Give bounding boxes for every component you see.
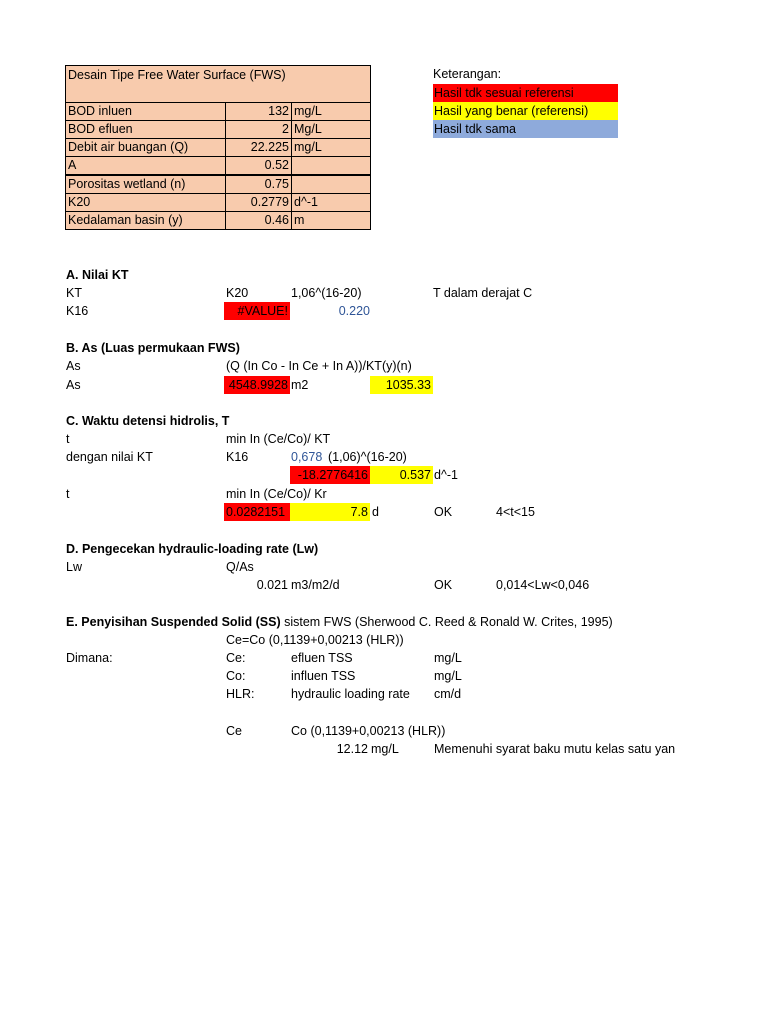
def-symbol-co[interactable]: Co: xyxy=(226,669,246,683)
section-e-heading xyxy=(66,613,613,631)
cell-kt-result[interactable] xyxy=(290,466,370,484)
section-d-heading: D. Pengecekan hydraulic-loading rate (Lw) xyxy=(66,542,319,556)
design-row-label: Kedalaman basin (y) xyxy=(66,212,226,229)
section-e-heading-bold: E. Penyisihan Suspended Solid (SS) xyxy=(66,615,281,629)
design-row-unit: mg/L xyxy=(294,140,322,154)
cell-c2-value[interactable]: 0,678 xyxy=(291,450,323,464)
def-symbol-hlr[interactable]: HLR: xyxy=(226,687,255,701)
design-row-unit xyxy=(292,176,370,193)
cell-lw-ok[interactable]: OK xyxy=(434,578,453,592)
cell-kt-unit[interactable]: d^-1 xyxy=(434,468,458,482)
cell-kt-reference[interactable] xyxy=(370,466,433,484)
def-unit-co[interactable]: mg/L xyxy=(434,669,462,683)
design-row-unit: Mg/L xyxy=(294,122,322,136)
section-a-heading: A. Nilai KT xyxy=(66,268,129,282)
cell-k16-error[interactable] xyxy=(224,302,290,320)
cell-t-reference[interactable] xyxy=(290,503,370,521)
cell-a1-note[interactable]: T dalam derajat C xyxy=(433,286,533,300)
cell-e-formula[interactable]: Ce=Co (0,1139+0,00213 (HLR)) xyxy=(226,633,404,647)
cell-t-ok[interactable]: OK xyxy=(434,505,453,519)
error-value: #VALUE! xyxy=(237,304,288,318)
design-row-unit: m xyxy=(294,213,305,227)
design-row-label: A xyxy=(66,157,226,174)
cell-c1-formula[interactable]: min In (Ce/Co)/ KT xyxy=(226,432,331,446)
design-row-label: BOD efluen xyxy=(66,121,226,138)
design-title: Desain Tipe Free Water Surface (FWS) xyxy=(68,68,286,82)
cell-c1[interactable]: t xyxy=(66,432,70,446)
design-row[interactable] xyxy=(65,138,371,157)
design-row-value: 22.225 xyxy=(226,139,292,156)
design-row-label: Porositas wetland (n) xyxy=(66,176,226,193)
cell-lw-value[interactable]: 0.021 xyxy=(256,578,288,592)
t-value: 0.0282151 xyxy=(226,505,286,519)
legend-item-label: Hasil tdk sama xyxy=(434,122,516,136)
design-row-label: Debit air buangan (Q) xyxy=(66,139,226,156)
as-value: 4548.9928 xyxy=(228,378,288,392)
cell-b1-formula[interactable]: (Q (In Co - In Ce + In A))/KT(y)(n) xyxy=(226,359,412,373)
t-reference-value: 7.8 xyxy=(350,505,368,519)
def-desc-hlr[interactable]: hydraulic loading rate xyxy=(291,687,410,701)
def-unit-ce[interactable]: mg/L xyxy=(434,651,462,665)
cell-as-unit[interactable]: m2 xyxy=(291,378,309,392)
cell-c2-k16[interactable]: K16 xyxy=(226,450,249,464)
cell-e-ce-formula[interactable]: Co (0,1139+0,00213 (HLR)) xyxy=(291,724,446,738)
cell-lw-range[interactable]: 0,014<Lw<0,046 xyxy=(496,578,590,592)
design-row-label: K20 xyxy=(66,194,226,211)
cell-a1-k20[interactable]: K20 xyxy=(226,286,249,300)
cell-c2[interactable]: dengan nilai KT xyxy=(66,450,153,464)
cell-lw-unit[interactable]: m3/m2/d xyxy=(291,578,340,592)
cell-ce-unit[interactable]: mg/L xyxy=(371,742,399,756)
cell-d1-formula[interactable]: Q/As xyxy=(226,560,254,574)
cell-a1-formula[interactable]: 1,06^(16-20) xyxy=(291,286,362,300)
design-table xyxy=(65,65,371,230)
design-row-value: 0.2779 xyxy=(226,194,292,211)
cell-a2[interactable]: K16 xyxy=(66,304,89,318)
design-row[interactable] xyxy=(65,175,371,194)
design-row[interactable] xyxy=(65,120,371,139)
cell-ce-value[interactable]: 12.12 xyxy=(336,742,368,756)
def-desc-ce[interactable]: efluen TSS xyxy=(291,651,353,665)
cell-a1[interactable]: KT xyxy=(66,286,82,300)
design-row[interactable] xyxy=(65,102,371,121)
cell-b2[interactable]: As xyxy=(66,378,81,392)
design-row-value: 2 xyxy=(226,121,292,138)
design-row-unit: d^-1 xyxy=(294,195,318,209)
def-unit-hlr[interactable]: cm/d xyxy=(434,687,462,701)
cell-e-dimana[interactable]: Dimana: xyxy=(66,651,113,665)
legend-item-different[interactable] xyxy=(433,120,618,138)
def-symbol-ce[interactable]: Ce: xyxy=(226,651,246,665)
design-row-value: 0.75 xyxy=(226,176,292,193)
design-row-label: BOD inluen xyxy=(66,103,226,120)
as-reference-value: 1035.33 xyxy=(385,378,431,392)
legend-item-not-matching[interactable] xyxy=(433,84,618,102)
cell-b1[interactable]: As xyxy=(66,359,81,373)
cell-c4-formula[interactable]: min In (Ce/Co)/ Kr xyxy=(226,487,327,501)
section-e-heading-rest: sistem FWS (Sherwood C. Reed & Ronald W. Crites, 1995) xyxy=(280,615,613,629)
legend-item-label: Hasil yang benar (referensi) xyxy=(434,104,589,118)
cell-t-result[interactable] xyxy=(224,503,290,521)
cell-e-ce[interactable]: Ce xyxy=(226,724,242,738)
cell-ce-note[interactable]: Memenuhi syarat baku mutu kelas satu yan xyxy=(434,742,676,756)
cell-t-unit[interactable]: d xyxy=(372,505,379,519)
kt-reference-value: 0.537 xyxy=(399,468,431,482)
cell-as-result[interactable] xyxy=(224,376,290,394)
design-row[interactable] xyxy=(65,193,371,212)
design-row-value: 0.46 xyxy=(226,212,292,229)
legend-item-label: Hasil tdk sesuai referensi xyxy=(434,86,574,100)
design-row[interactable] xyxy=(65,211,371,230)
design-row-value: 0.52 xyxy=(226,157,292,174)
def-desc-co[interactable]: influen TSS xyxy=(291,669,356,683)
design-row-value: 132 xyxy=(226,103,292,120)
cell-c2-formula[interactable]: (1,06)^(16-20) xyxy=(328,450,407,464)
section-c-heading: C. Waktu detensi hidrolis, T xyxy=(66,414,230,428)
cell-d1[interactable]: Lw xyxy=(66,560,82,574)
section-b-heading: B. As (Luas permukaan FWS) xyxy=(66,341,240,355)
design-title-cell[interactable] xyxy=(65,65,371,103)
legend-item-correct[interactable] xyxy=(433,102,618,120)
design-row[interactable] xyxy=(65,156,371,175)
cell-c4[interactable]: t xyxy=(66,487,70,501)
design-row-unit: mg/L xyxy=(294,104,322,118)
legend-title: Keterangan: xyxy=(433,67,502,81)
kt-value: -18.2776416 xyxy=(297,468,368,482)
cell-k16-value[interactable]: 0.220 xyxy=(338,304,370,318)
cell-t-range[interactable]: 4<t<15 xyxy=(496,505,535,519)
cell-as-reference[interactable] xyxy=(370,376,433,394)
design-row-unit xyxy=(292,157,370,174)
